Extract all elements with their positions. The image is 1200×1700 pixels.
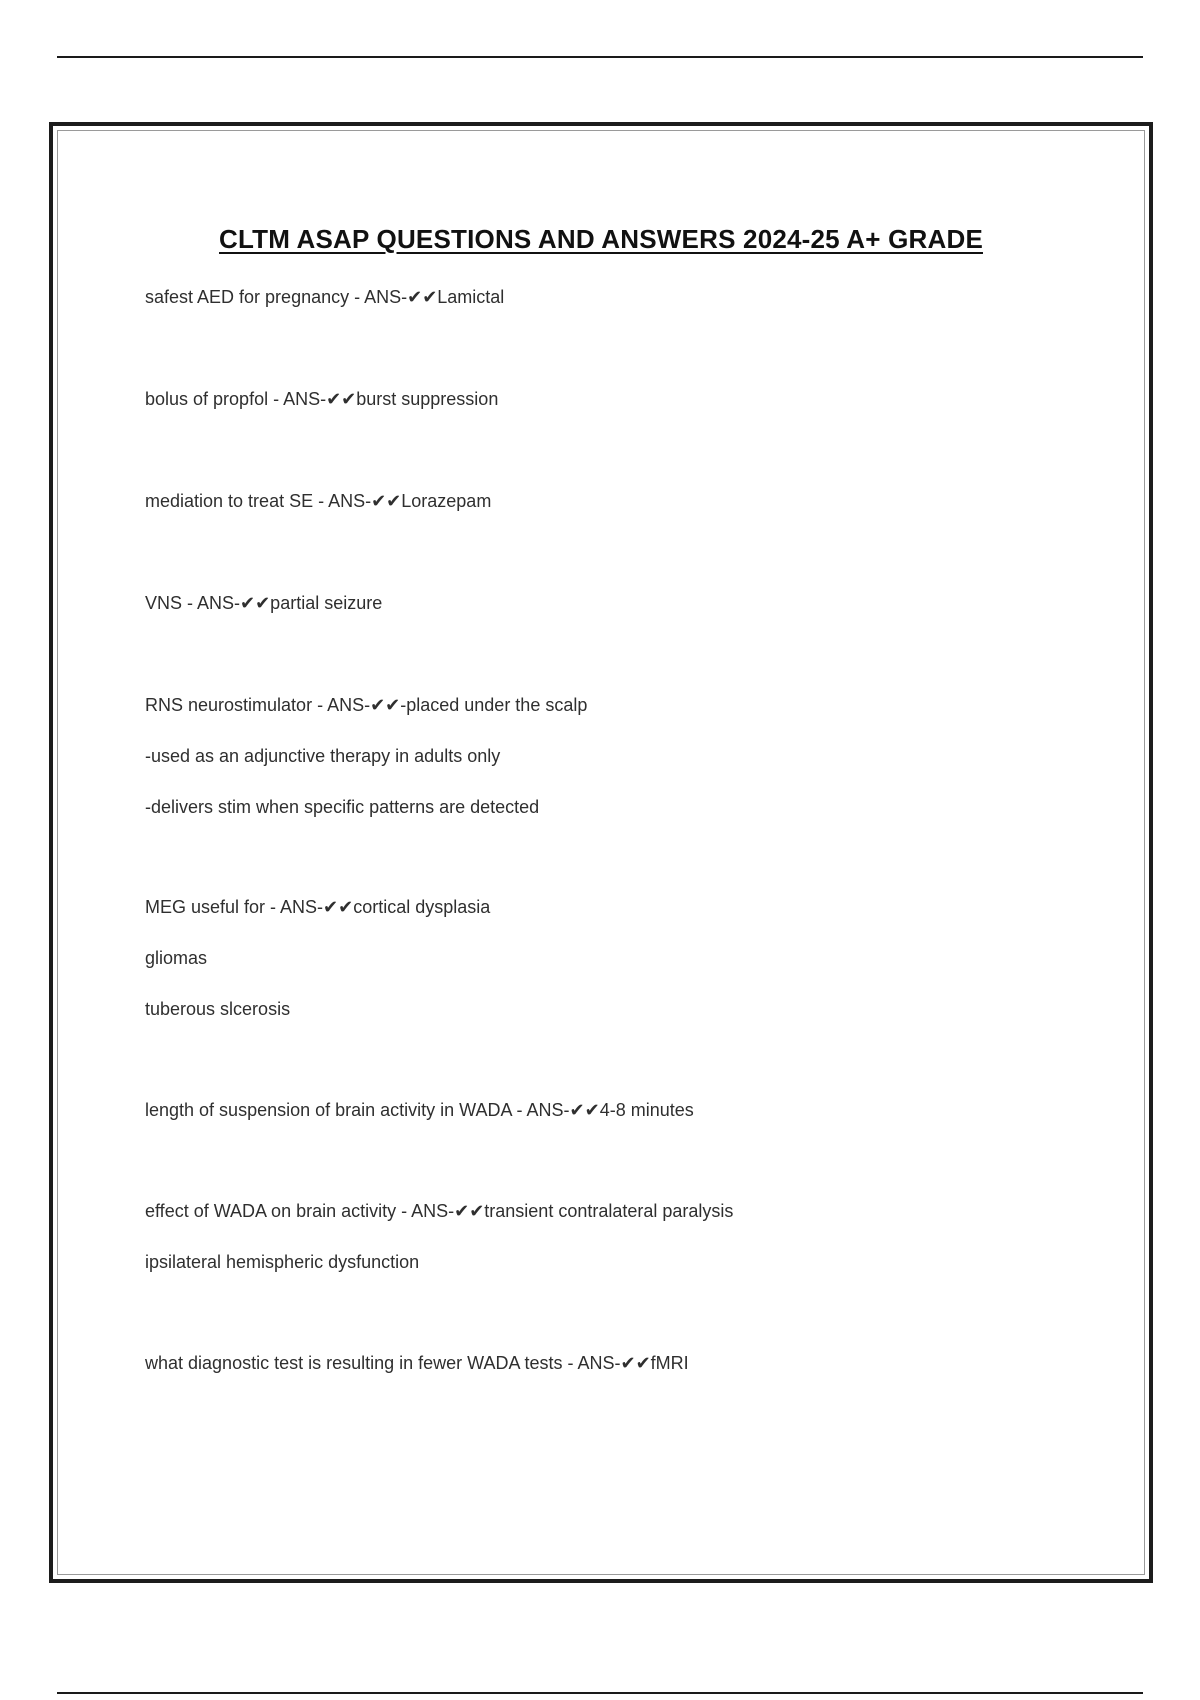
- qa-line-propofol: bolus of propfol - ANS-✔✔burst suppression: [145, 389, 499, 409]
- qa-line-aed-pregnancy: safest AED for pregnancy - ANS-✔✔Lamictal: [145, 287, 505, 307]
- qa-line-vns: VNS - ANS-✔✔partial seizure: [145, 593, 383, 613]
- qa-line-meg: MEG useful for - ANS-✔✔cortical dysplasia: [145, 897, 491, 917]
- qa-line-rns-detail-2: -delivers stim when specific patterns are detected: [145, 797, 540, 817]
- qa-line-wada-effect: effect of WADA on brain activity - ANS-✔✔transient contralateral paralysis: [145, 1201, 734, 1221]
- qa-line-meg-detail-1: gliomas: [145, 948, 208, 968]
- qa-line-se-medication: mediation to treat SE - ANS-✔✔Lorazepam: [145, 491, 492, 511]
- qa-line-wada-replacement: what diagnostic test is resulting in fewer WADA tests - ANS-✔✔fMRI: [145, 1353, 689, 1373]
- document-title: CLTM ASAP QUESTIONS AND ANSWERS 2024-25 A+ GRADE: [219, 224, 983, 254]
- document-page-frame: [49, 122, 1153, 1583]
- footer-rule: [57, 1692, 1143, 1694]
- qa-line-wada-effect-detail: ipsilateral hemispheric dysfunction: [145, 1252, 420, 1272]
- header-rule: [57, 56, 1143, 58]
- qa-line-rns: RNS neurostimulator - ANS-✔✔-placed under the scalp: [145, 695, 588, 715]
- qa-line-meg-detail-2: tuberous slcerosis: [145, 999, 291, 1019]
- qa-line-rns-detail-1: -used as an adjunctive therapy in adults only: [145, 746, 501, 766]
- qa-line-wada-length: length of suspension of brain activity in WADA - ANS-✔✔4-8 minutes: [145, 1100, 694, 1120]
